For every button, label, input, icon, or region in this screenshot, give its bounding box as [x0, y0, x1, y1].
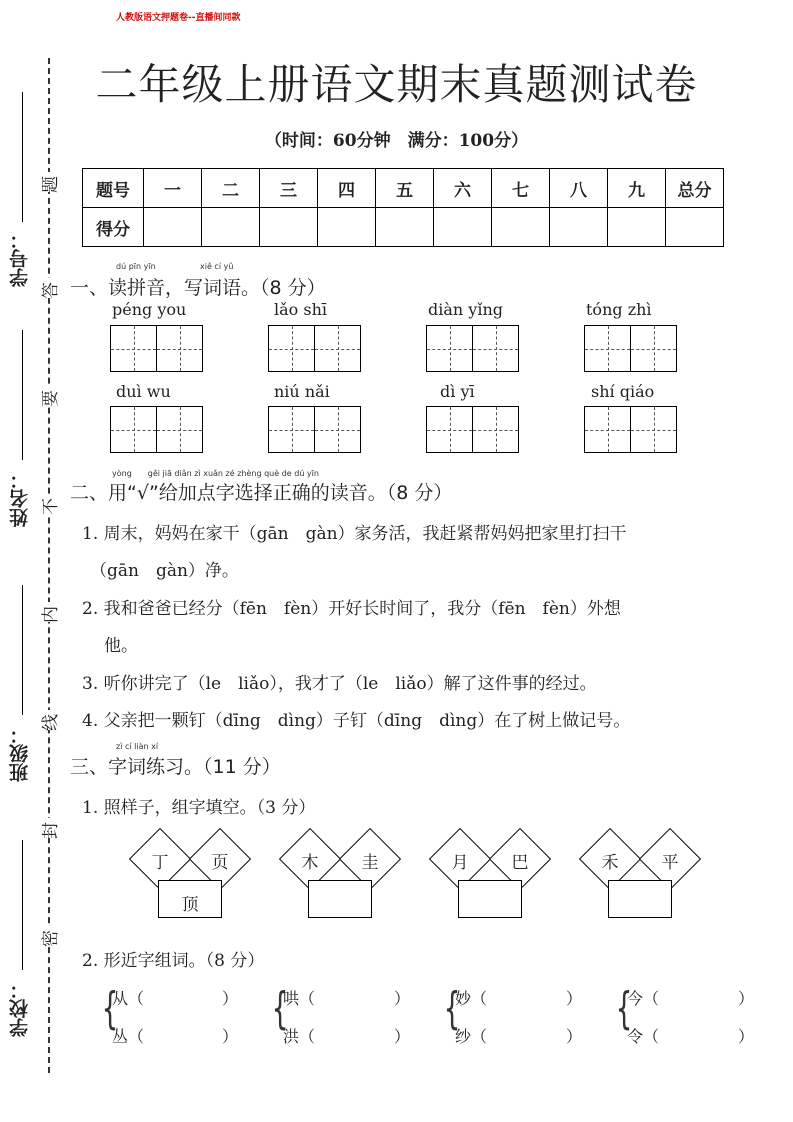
writing-grid-box[interactable]	[314, 325, 361, 372]
name-label: 姓名：	[9, 470, 31, 527]
question-line: 2. 我和爸爸已经分（fēn fèn）开好长时间了，我分（fēn fèn）外想	[82, 599, 621, 619]
page-title: 二年级上册语文期末真题测试卷	[95, 60, 698, 109]
word-pinyin: péng you	[112, 300, 187, 319]
brace-icon: {	[101, 983, 119, 1034]
score-input-cell[interactable]	[608, 208, 666, 247]
section3-title: 三、字词练习。（11 分）	[70, 756, 281, 778]
word-pinyin: lǎo shī	[274, 300, 328, 319]
pair-close-paren: ）	[222, 1027, 239, 1046]
student-id-label: 学号：	[9, 230, 31, 287]
score-header-cell: 四	[318, 169, 376, 208]
combo-right-char: 圭	[361, 853, 379, 873]
word-pinyin: shí qiáo	[591, 382, 655, 401]
combo-right-char: 巴	[511, 853, 529, 873]
score-input-cell[interactable]	[376, 208, 434, 247]
writing-grid-box[interactable]	[268, 325, 315, 372]
seal-char-8: 密	[41, 930, 61, 947]
score-table	[82, 168, 724, 247]
score-input-cell[interactable]	[202, 208, 260, 247]
pair-char-top: 今（	[627, 989, 660, 1008]
word-pinyin: duì wu	[116, 382, 171, 401]
score-header-cell: 二	[202, 169, 260, 208]
brace-icon: {	[271, 983, 289, 1034]
pair-char-top: 哄（	[283, 989, 316, 1008]
seal-char-7: 封	[41, 822, 61, 839]
writing-grid-box[interactable]	[268, 406, 315, 453]
score-input-cell[interactable]	[318, 208, 376, 247]
seal-char-1: 题	[41, 176, 61, 193]
score-header-cell: 七	[492, 169, 550, 208]
pair-close-paren: ）	[566, 1027, 583, 1046]
score-input-cell[interactable]	[144, 208, 202, 247]
pair-char-top: 从（	[112, 989, 145, 1008]
writing-grid-box[interactable]	[156, 406, 203, 453]
score-header-cell: 三	[260, 169, 318, 208]
question-line: 3. 听你讲完了（le liǎo），我才了（le liǎo）解了这件事的经过。	[82, 674, 597, 694]
writing-grid-box[interactable]	[630, 406, 677, 453]
combo-left-char: 禾	[601, 853, 619, 873]
pair-close-paren: ）	[222, 989, 239, 1008]
header-note: 人教版语文押题卷--直播间同款	[116, 13, 241, 23]
writing-grid-box[interactable]	[110, 406, 157, 453]
combo-left-char: 月	[451, 853, 469, 873]
word-pinyin: dì yī	[440, 382, 475, 401]
seal-char-2: 答	[41, 282, 61, 299]
combo-right-char: 页	[211, 853, 229, 873]
writing-grid-box[interactable]	[110, 325, 157, 372]
writing-grid-box[interactable]	[584, 325, 631, 372]
section3-sub1: 1. 照样子，组字填空。（3 分）	[82, 798, 316, 818]
score-input-cell[interactable]	[666, 208, 724, 247]
combo-answer-box[interactable]	[458, 880, 522, 918]
word-pinyin: tóng zhì	[586, 300, 652, 319]
writing-grid-box[interactable]	[584, 406, 631, 453]
score-table-score-row	[83, 208, 724, 247]
school-label: 学校：	[9, 980, 31, 1037]
pair-char-bottom: 令（	[627, 1027, 660, 1046]
pair-close-paren: ）	[394, 1027, 411, 1046]
writing-grid-box[interactable]	[472, 325, 519, 372]
score-input-cell[interactable]	[492, 208, 550, 247]
exam-info: （时间：60分钟 满分：100分）	[264, 131, 529, 151]
score-header-cell: 八	[550, 169, 608, 208]
combo-answer-box[interactable]	[308, 880, 372, 918]
class-label: 班级：	[9, 725, 31, 782]
seal-char-4: 不	[41, 498, 61, 515]
score-input-cell[interactable]	[550, 208, 608, 247]
score-header-cell: 六	[434, 169, 492, 208]
section2-pinyin: yòng gěi jiā diǎn zì xuǎn zé zhèng què de dú yīn	[112, 469, 319, 478]
writing-grid-box[interactable]	[314, 406, 361, 453]
pair-close-paren: ）	[566, 989, 583, 1008]
pair-char-bottom: 洪（	[283, 1027, 316, 1046]
score-input-cell[interactable]	[434, 208, 492, 247]
word-pinyin: diàn yǐng	[428, 300, 503, 319]
binding-underline-3	[22, 585, 23, 715]
writing-grid-box[interactable]	[630, 325, 677, 372]
score-input-cell[interactable]	[260, 208, 318, 247]
writing-grid-box[interactable]	[472, 406, 519, 453]
section3-sub2: 2. 形近字组词。（8 分）	[82, 951, 265, 971]
seal-char-6: 线	[41, 714, 61, 731]
pair-char-bottom: 丛（	[112, 1027, 145, 1046]
score-header-cell: 五	[376, 169, 434, 208]
question-line: （gān gàn）净。	[90, 561, 239, 581]
question-line: 1. 周末，妈妈在家干（gān gàn）家务活，我赶紧帮妈妈把家里打扫干	[82, 524, 627, 544]
word-pinyin: niú nǎi	[274, 382, 330, 401]
binding-underline-4	[22, 840, 23, 970]
score-header-cell: 总分	[666, 169, 724, 208]
writing-grid-box[interactable]	[156, 325, 203, 372]
seal-char-3: 要	[41, 390, 61, 407]
section1-title: 一、读拼音，写词语。（8 分）	[70, 277, 326, 299]
pair-close-paren: ）	[738, 989, 755, 1008]
combo-answer: 顶	[181, 895, 199, 915]
combo-answer-box[interactable]	[608, 880, 672, 918]
question-line: 他。	[104, 636, 138, 656]
section1-pinyin-a: dú pīn yīn	[116, 262, 156, 271]
writing-grid-box[interactable]	[426, 325, 473, 372]
seal-char-5: 内	[41, 606, 61, 623]
section2-title: 二、用“√”给加点字选择正确的读音。（8 分）	[70, 482, 453, 504]
binding-underline-2	[22, 330, 23, 460]
question-line: 4. 父亲把一颗钉（dīng dìng）子钉（dīng dìng）在了树上做记号。	[82, 711, 631, 731]
pair-close-paren: ）	[394, 989, 411, 1008]
score-table-header-row	[83, 169, 724, 208]
pair-char-top: 妙（	[455, 989, 488, 1008]
section1-pinyin-b: xiě cí yǔ	[200, 262, 234, 271]
score-row-label: 得分	[83, 208, 144, 247]
binding-dashed-line	[48, 58, 50, 1073]
combo-left-char: 丁	[151, 853, 169, 873]
section3-pinyin: zì cí liàn xí	[116, 742, 159, 751]
brace-icon: {	[443, 983, 461, 1034]
pair-close-paren: ）	[738, 1027, 755, 1046]
writing-grid-box[interactable]	[426, 406, 473, 453]
score-header-cell: 九	[608, 169, 666, 208]
score-header-cell: 题号	[83, 169, 144, 208]
combo-right-char: 平	[661, 853, 679, 873]
pair-char-bottom: 纱（	[455, 1027, 488, 1046]
combo-left-char: 木	[301, 853, 319, 873]
score-header-cell: 一	[144, 169, 202, 208]
brace-icon: {	[615, 983, 633, 1034]
